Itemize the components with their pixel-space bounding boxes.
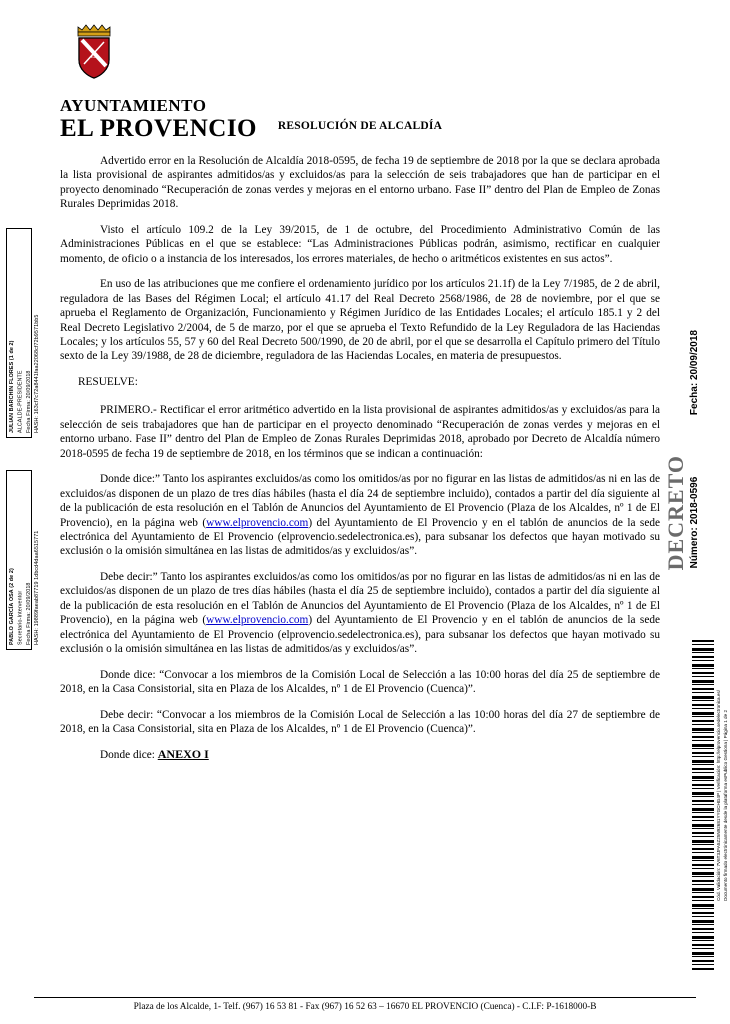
decreto-word: DECRETO <box>663 455 688 571</box>
paragraph-atribuciones: En uso de las atribuciones que me confiere el ordenamiento jurídico por los artículos 21.1f) de la Ley 7/1985, de 2 de abril, reguladora de las Bases del Régimen Local; el artículo 41.17 del Real Decreto 2568/1986, de 28 de noviembre, por el que se aprueba el Reglamento de Organización, Funcionamiento y Régimen Jurídico de las Entidades Locales; el artículo 185.1 y 2 del Real Decreto Legislativo 2/2004, de 5 de marzo, por el que se aprueba el Texto Refundido de la Ley Reguladora de las Haciendas Locales; y los artículos 55, 57 y 60 del Real Decreto 500/1990, de 20 de abril, por el que se desarrolla el Capítulo primero del Título sexto de la Ley 39/1988, de 28 de diciembre, reguladora de las Haciendas Locales, en materia de presupuestos. <box>60 278 660 363</box>
stamp-fecha: Fecha: 20/09/2018 <box>689 330 700 416</box>
signature-role: Secretario-Interventor <box>17 590 24 645</box>
debe-decir-1-tail: ) del Ayuntamiento de El Provencio y en el tablón de anuncios de la sede electrónica del Ayuntamiento de El Provencio (elprovencio.sedelectronica.es), para subsanar los defectos que hayan motivado su exclusión o la omisión simultánea en las listas de admitidos/as y excluidos/as”. <box>60 614 660 656</box>
csv-line-2: Documento firmado electrónicamente desde la plataforma esPublico Gestiona | Página 1 de 2 <box>723 709 729 901</box>
paragraph-visto: Visto el artículo 109.2 de la Ley 39/2015, de 1 de octubre, del Procedimiento Administrativo Común de las Administraciones Públicas en el que se establece: “Las Administraciones Públicas podrán, asimismo, rectificar en cualquier momento, de oficio o a instancia de los interesados, los errores materiales, de hecho o aritméticos existentes en sus actos”. <box>60 223 660 265</box>
anexo-label: ANEXO I <box>157 747 209 762</box>
paragraph-donde-dice-1 <box>60 472 660 559</box>
right-stamp-margin <box>663 0 730 1024</box>
paragraph-debe-decir-1 <box>60 570 660 657</box>
signature-date: Fecha Firma: 20/09/2018 <box>25 582 32 645</box>
decreto-stamp <box>663 455 700 570</box>
donde-dice-1-tail: ) del Ayuntamiento de El Provencio y en el tablón de anuncios de la sede electrónica del Ayuntamiento de El Provencio (elprovencio.sedelectronica.es), para subsanar los defectos que hayan motivado su exclusión o la omisión simultánea en las listas de admitidos/as y excluidos/as”. <box>60 516 660 558</box>
elprovencio-link-2[interactable]: www.elprovencio.com <box>206 614 309 627</box>
csv-validation-text <box>716 690 730 901</box>
document-body <box>60 120 660 766</box>
resuelve-heading: RESUELVE: <box>78 375 138 388</box>
signature-hash: HASH: 19889faeab87719 1dbcd4daa6515771 <box>34 530 41 645</box>
svg-text:EL: EL <box>90 55 98 60</box>
csv-line-1: Cód. Validación: 7V6T3JFA5Z25N92681YYGCHG4P | Verificación: http://elprovencio.sedelectronica.es/ <box>716 690 722 901</box>
signature-role: ALCALDE-PRESIDENTE <box>17 370 24 433</box>
left-signature-margin <box>0 0 41 1024</box>
signature-hash: HASH: 163cf7c72a8441faa22068cf72b9571bb5 <box>34 314 41 433</box>
paragraph-advertido: Advertido error en la Resolución de Alcaldía 2018-0595, de fecha 19 de septiembre de 2018 por la que se declara aprobada la lista provisional de aspirantes admitidos/as y excluidos/as para la selección de seis trabajadores que han de participar en el proyecto denominado “Recuperación de zonas verdes y mejoras en el entorno urbano. Fase II” dentro del Plan de Empleo de Zonas Rurales Deprimidas 2018. <box>60 155 660 211</box>
coat-of-arms-icon <box>70 18 118 80</box>
signature-name: JULIAN BARCHIN FLORES (1 de 2) <box>9 340 15 433</box>
donde-dice-1-lead: Donde dice:” Tanto los aspirantes excluidos/as como los omitidos/as por no figurar en las listas de admitidos/as ni en las de excluidos/as disponen de un plazo de tres días hábiles (hasta el día 24 de septiembre incluido), contados a partir del día siguiente al de la publicación de esta resolución en el Tablón de Anuncios del Ayuntamiento de El Provencio (Plaza de los Alcaldes, nº 1 de El Provencio), en la página web ( <box>60 473 660 529</box>
town-title-line2: EL PROVENCIO <box>60 115 258 142</box>
barcode <box>692 640 714 970</box>
signature-date: Fecha Firma: 20/09/2018 <box>25 370 32 433</box>
signature-name: PABLO GARCÍA OSA (2 de 2) <box>9 568 15 645</box>
debe-decir-1-lead: Debe decir:” Tanto los aspirantes excluidos/as como los omitidos/as por no figurar en las listas de admitidos/as ni en las de excluidos/as disponen de un plazo de tres días hábiles (hasta el día 25 de septiembre incluido), contados a partir del día siguiente al de la publicación de esta resolución en el Tablón de Anuncios del Ayuntamiento de El Provencio (Plaza de los Alcaldes, nº 1 de El Provencio), en la página web ( <box>60 570 660 627</box>
paragraph-donde-dice-2: Donde dice: “Convocar a los miembros de la Comisión Local de Selección a las 10:00 horas del día 25 de septiembre de 2018, en la Casa Consistorial, sita en Plaza de los Alcaldes, nº 1 de El Provencio (Cuenca)”. <box>60 668 660 696</box>
paragraph-primero: PRIMERO.- Rectificar el error aritmético advertido en la lista provisional de aspirantes admitidos/as y excluidos/as para la selección de seis trabajadores que han de participar en el proyecto denominado “Recuperación de zonas verdes y mejoras en el entorno urbano. Fase II” dentro del Plan de Empleo de Zonas Rurales Deprimidas 2018, aprobado por Decreto de Alcaldía número 2018-0595 de fecha 19 de septiembre de 2018, en los términos que se indican a continuación: <box>60 404 660 460</box>
town-title-line1: AYUNTAMIENTO <box>60 96 207 115</box>
elprovencio-link-1[interactable]: www.elprovencio.com <box>206 516 309 529</box>
signature-block-mayor <box>6 228 41 438</box>
document-footer: Plaza de los Alcalde, 1- Telf. (967) 16 53 81 - Fax (967) 16 52 63 – 16670 EL PROVENCIO (Cuenca) - C.I.F: P-1618000-B <box>34 997 696 1012</box>
page-title: RESOLUCIÓN DE ALCALDÍA <box>277 120 443 132</box>
paragraph-debe-decir-2: Debe decir: “Convocar a los miembros de la Comisión Local de Selección a las 10:00 horas del día 27 de septiembre de 2018, en la Casa Consistorial, sita en Plaza de los Alcaldes, nº 1 de El Provencio (Cuenca)”. <box>60 708 660 735</box>
anexo-lead: Donde dice: <box>100 749 158 762</box>
decreto-numero: Número: 2018-0596 <box>689 476 700 569</box>
signature-block-secretary <box>6 470 41 650</box>
paragraph-anexo <box>60 747 660 762</box>
